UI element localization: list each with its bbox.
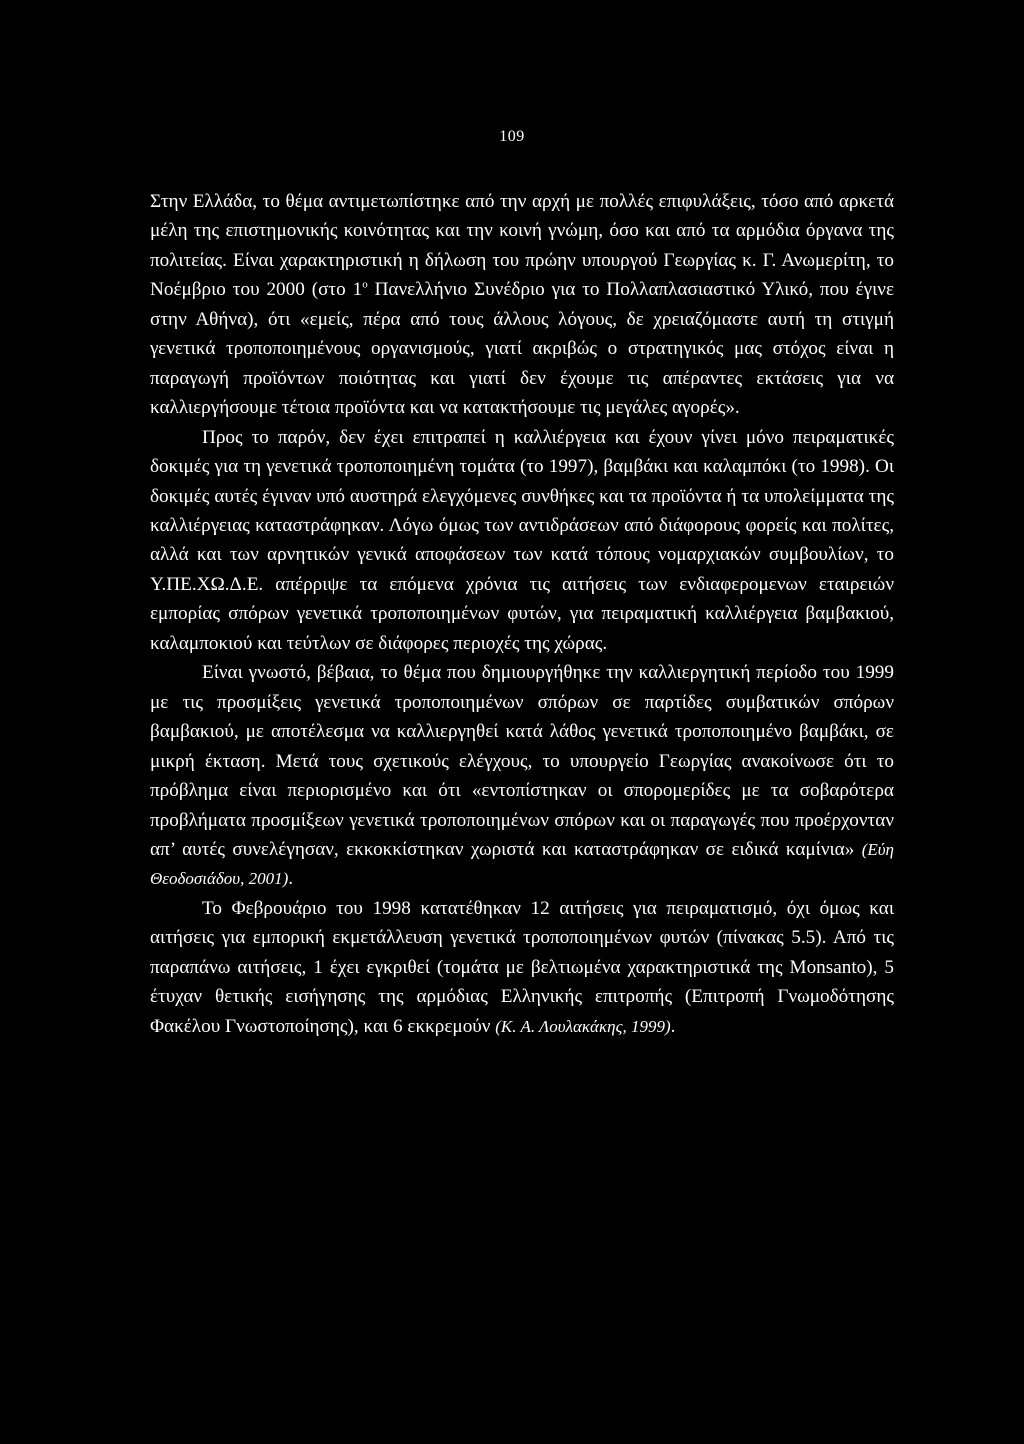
- ordinal-superscript: ο: [362, 278, 368, 291]
- paragraph-1-text-b: Πανελλήνιο Συνέδριο για το Πολλαπλασιαστικό Υλικό, που έγινε στην Αθήνα), ότι «εμείς, πέρα από τους άλλους λόγους, δε χρειαζόμαστε αυτή τη στιγμή γενετικά τροποποιημένους οργανισμούς, γιατί ακριβώς ο στρατηγικός μας στόχος είναι η παραγωγή προϊόντων ποιότητας και γιατί δεν έχουμε τις απέραντες εκτάσεις για να καλλιεργήσουμε τέτοια προϊόντα και να κατακτήσουμε τις μεγάλες αγορές».: [150, 279, 895, 419]
- paragraph-3: [150, 658, 894, 894]
- paragraph-1: [150, 187, 894, 423]
- paragraph-4-text: Το Φεβρουάριο του 1998 κατατέθηκαν 12 αιτήσεις για πειραματισμό, όχι όμως και αιτήσεις για εμπορική εκμετάλλευση γενετικά τροποποιημένων φυτών (πίνακας 5.5). Από τις παραπάνω αιτήσεις, 1 έχει εγκριθεί (τομάτα με βελτιωμένα χαρακτηριστικά της Monsanto), 5 έτυχαν θετικής εισήγησης της αρμόδιας Ελληνικής επιτροπής (Επιτροπή Γνωμοδότησης Φακέλου Γνωστοποίησης), και 6 εκκρεμούν: [150, 897, 894, 1037]
- paragraph-4: [150, 894, 894, 1041]
- paragraph-2-text: Προς το παρόν, δεν έχει επιτραπεί η καλλιέργεια και έχουν γίνει μόνο πειραματικές δοκιμές για τη γενετικά τροποποιημένη τομάτα (το 1997), βαμβάκι και καλαμπόκι (το 1998). Οι δοκιμές αυτές έγιναν υπό αυστηρά ελεγχόμενες συνθήκες και τα προϊόντα ή τα υπολείμματα της καλλιέργειας καταστράφηκαν. Λόγω όμως των αντιδράσεων από διάφορους φορείς και πολίτες, αλλά και των αρνητικών γενικά αποφάσεων των κατά τόπους νομαρχιακών συμβουλίων, το Υ.ΠΕ.ΧΩ.Δ.Ε. απέρριψε τα επόμενα χρόνια τις αιτήσεις των ενδιαφερομενων εταιρειών εμπορίας σπόρων γενετικά τροποποιημένων φυτών, για πειραματική καλλιέργεια βαμβακιού, καλαμποκιού και τεύτλων σε διάφορες περιοχές της χώρας.: [150, 426, 894, 654]
- paragraph-4-end: .: [670, 1015, 676, 1037]
- paragraph-3-end: .: [288, 868, 294, 890]
- paragraph-2: [150, 423, 894, 659]
- citation-theodosiadou: (Εύη Θεοδοσιάδου, 2001): [150, 839, 894, 889]
- citation-loulakakis: (Κ. Α. Λουλακάκης, 1999): [495, 1016, 671, 1036]
- paragraph-1-text-a: Στην Ελλάδα, το θέμα αντιμετωπίστηκε από την αρχή με πολλές επιφυλάξεις, τόσο από αρκετά μέλη της επιστημονικής κοινότητας και την κοινή γνώμη, όσο και από τα αρμόδια όργανα της πολιτείας. Είναι χαρακτηριστική η δήλωση του πρώην υπουργού Γεωργίας κ. Γ. Ανωμερίτη, το Νοέμβριο του 2000 (στο 1: [150, 191, 894, 301]
- body-text: [150, 187, 894, 1041]
- paragraph-3-text: Είναι γνωστό, βέβαια, το θέμα που δημιουργήθηκε την καλλιεργητική περίοδο του 1999 με τις προσμίξεις γενετικά τροποποιημένων σπόρων σε παρτίδες συμβατικών σπόρων βαμβακιού, με αποτέλεσμα να καλλιεργηθεί κατά λάθος γενετικά τροποποιημένο βαμβάκι, σε μικρή έκταση. Μετά τους σχετικούς ελέγχους, το υπουργείο Γεωργίας ανακοίνωσε ότι το πρόβλημα είναι περιορισμένο και ότι «εντοπίστηκαν οι σπορομερίδες με τα σοβαρότερα προβλήματα προσμίξεων γενετικά τροποποιημένων σπόρων και οι παραγωγές που προέρχονταν απ’ αυτές συνελέγησαν, εκκοκκίστηκαν χωριστά και καταστράφηκαν σε ειδικά καμίνια»: [150, 662, 894, 860]
- page-number: 109: [499, 128, 525, 145]
